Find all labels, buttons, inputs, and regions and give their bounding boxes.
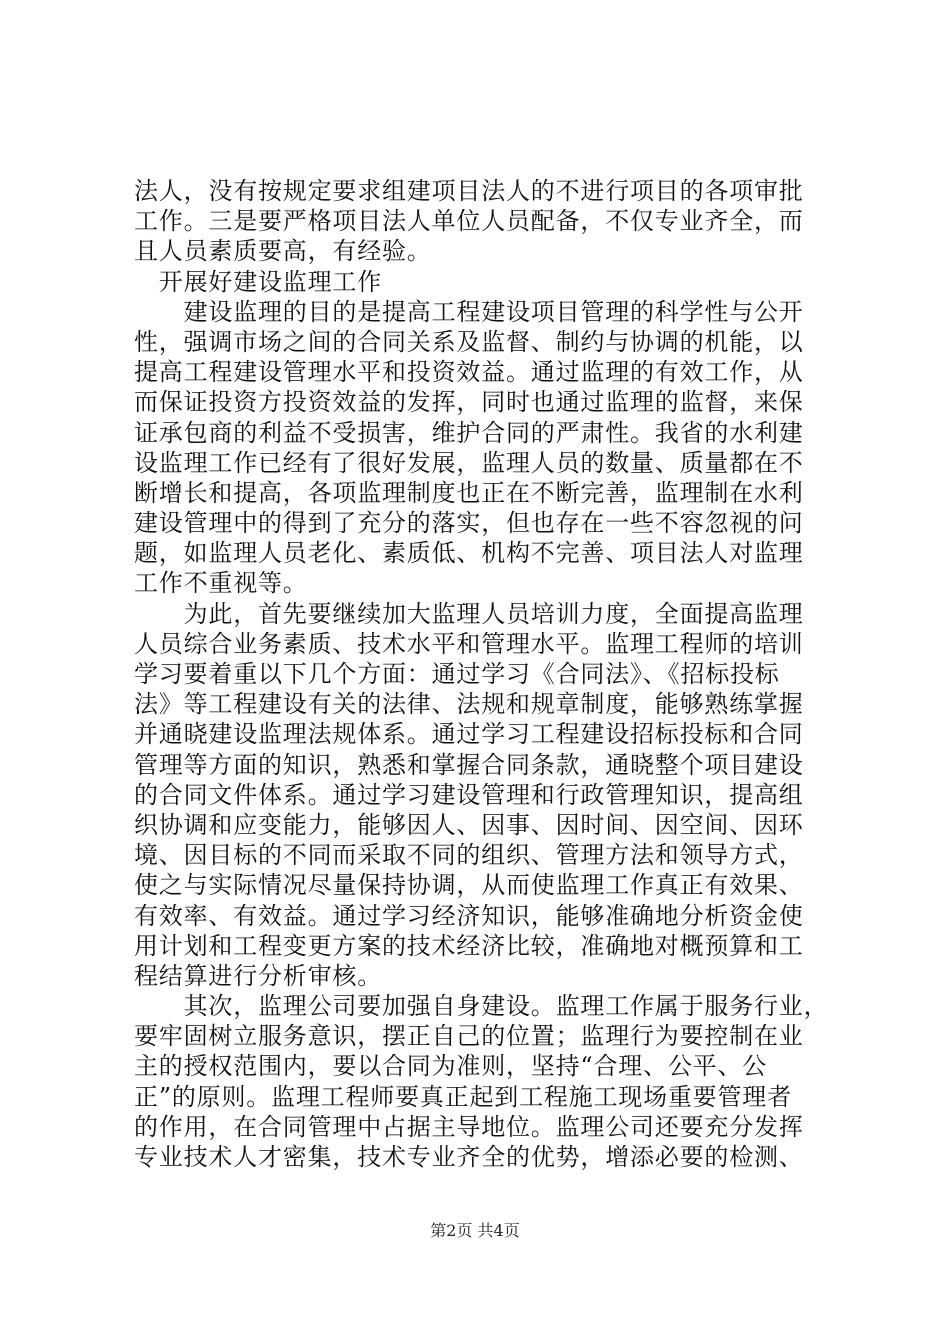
- text-line: 并通晓建设监理法规体系。通过学习工程建设招标投标和合同: [134, 720, 804, 749]
- text-line: 学习要着重以下几个方面：通过学习《合同法》、《招标投标: [134, 660, 780, 688]
- text-line: 用计划和工程变更方案的技术经济比较，准确地对概预算和工: [134, 931, 804, 960]
- text-line: 主的授权范围内，要以合同为准则，坚持“合理、公平、公: [134, 1052, 768, 1081]
- text-line: 而保证投资方投资效益的发挥，同时也通过监理的监督，来保: [134, 388, 804, 417]
- page-footer: 第2页 共4页: [430, 1221, 520, 1240]
- text-line: 建设管理中的得到了充分的落实，但也存在一些不容忽视的问: [134, 509, 804, 538]
- text-line: 境、因目标的不同而采取不同的组织、管理方法和领导方式，: [134, 841, 804, 870]
- text-line: 专业技术人才密集，技术专业齐全的优势，增添必要的检测、: [134, 1143, 804, 1171]
- text-line: 工作不重视等。: [134, 569, 308, 598]
- text-line: 工作。三是要严格项目法人单位人员配备，不仅专业齐全，而: [134, 207, 804, 236]
- text-line: 的合同文件体系。通过学习建设管理和行政管理知识，提高组: [134, 780, 804, 809]
- text-line: 法人，没有按规定要求组建项目法人的不进行项目的各项审批: [134, 177, 804, 205]
- text-line: 有效率、有效益。通过学习经济知识，能够准确地分析资金使: [134, 901, 804, 930]
- text-line: 正”的原则。监理工程师要真正起到工程施工现场重要管理者: [134, 1082, 792, 1111]
- text-line: 其次，监理公司要加强自身建设。监理工作属于服务行业，: [134, 992, 829, 1021]
- text-line: 为此，首先要继续加大监理人员培训力度，全面提高监理: [134, 599, 804, 628]
- text-line: 织协调和应变能力，能够因人、因事、因时间、因空间、因环: [134, 810, 804, 839]
- text-line: 要牢固树立服务意识，摆正自己的位置；监理行为要控制在业: [134, 1022, 804, 1051]
- text-line: 人员综合业务素质、技术水平和管理水平。监理工程师的培训: [134, 629, 804, 658]
- text-line: 建设监理的目的是提高工程建设项目管理的科学性与公开: [134, 297, 804, 326]
- text-line: 管理等方面的知识，熟悉和掌握合同条款，通晓整个项目建设: [134, 750, 804, 779]
- text-line: 设监理工作已经有了很好发展，监理人员的数量、质量都在不: [134, 448, 804, 477]
- text-line: 程结算进行分析审核。: [134, 961, 382, 990]
- text-line: 开展好建设监理工作: [134, 267, 382, 296]
- text-line: 的作用，在合同管理中占据主导地位。监理公司还要充分发挥: [134, 1112, 804, 1141]
- text-line: 提高工程建设管理水平和投资效益。通过监理的有效工作，从: [134, 358, 804, 387]
- text-line: 法》等工程建设有关的法律、法规和规章制度，能够熟练掌握: [134, 690, 804, 719]
- text-line: 题，如监理人员老化、素质低、机构不完善、项目法人对监理: [134, 539, 804, 568]
- text-line: 断增长和提高，各项监理制度也正在不断完善，监理制在水利: [134, 478, 804, 507]
- text-line: 性，强调市场之间的合同关系及监督、制约与协调的机能，以: [134, 327, 804, 356]
- document-body: [134, 176, 829, 1172]
- text-line: 且人员素质要高，有经验。: [134, 237, 432, 266]
- text-line: 证承包商的利益不受损害，维护合同的严肃性。我省的水利建: [134, 418, 804, 447]
- text-line: 使之与实际情况尽量保持协调，从而使监理工作真正有效果、: [134, 871, 804, 900]
